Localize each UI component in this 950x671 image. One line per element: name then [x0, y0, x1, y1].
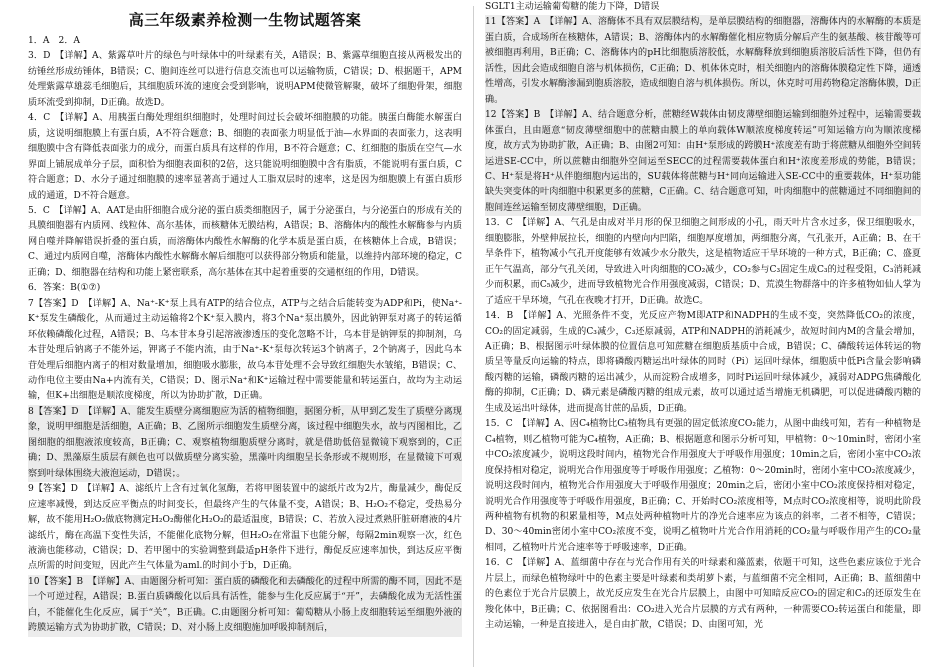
answer-paragraph: 3．D 【详解】A、紫露草叶片的绿色与叶绿体中的叶绿素有关，A错误；B、紫露草细胞直接从两极发出的纺锤丝形成纺锤体，B错误；C、胞间连丝可以进行信息交流也可以运输物质，C错误；D、根据题干，APM处理紫露草雄蕊毛细胞后，其细胞质环流的速度会受到影响，说明APM使微管解聚，破坏了细胞骨架，细胞质环流受到抑制，D正确。故选D。 — [28, 51, 462, 108]
answer-paragraph: 6．答案：B(①⑦) — [28, 283, 101, 294]
answer-paragraph: 7【答案】D 【详解】A、Na⁺-K⁺泵上具有ATP的结合位点，ATP与之结合后能转变为ADP和Pi，使Na⁺-K⁺泵发生磷酸化，从而通过主动运输将2个K⁺泵入膜内，将3个Na⁺泵出膜外，因此钠钾泵对离子的转运循环依赖磷酸化过程，A错误；B、乌本苷本身引起溶液渗透压的变化忽略不计，乌本苷是钠钾泵的抑制剂，乌本苷处理后钠离子不能外运，钾离子不能内流，由于Na⁺-K⁺泵每次转运3个钠离子，2个钠离子，因此乌本苷处理后细胞内离子的相对数量增加，细胞吸水膨胀，故乌本苷处理不会导致红细胞失水皱缩，B错误；C、动作电位主要由Na+内流有关，C错误；D、图示Na⁺和K⁺运输过程中需要能量和转运蛋白，故均为主动运输，但K+出细胞是顺浓度梯度，所以为协助扩散，D正确。 — [28, 298, 462, 402]
answer-paragraph: 16．C 【详解】A、蓝细菌中存在与光合作用有关的叶绿素和藻蓝素，依题干可知，这些色素应该位于光合片层上，而绿色植物绿叶中的色素主要是叶绿素和类胡萝卜素，与蓝细菌不完全相同，A正确；B、蓝细菌中的色素位于光合片层膜上，故光反应发生在光合片层膜上，由图中可知暗反应CO₂的固定和C₃的还原发生在羧化体中，B正确；C、依据图看出：CO₂进入光合片层膜的方式有两种，一种需要CO₂转运蛋白和能量，即主动运输，一种是直接进入，是自由扩散，C错误；D、由图可知，光 — [485, 558, 921, 631]
page-title: 高三年级素养检测一生物试题答案 — [128, 11, 362, 29]
answer-paragraph: 9【答案】D 【详解】A、滤纸片上含有过氧化氢酶，若将甲图装置中的滤纸片改为2片，酶量减少，酶促反应速率减慢，到达反应平衡点的时间变长，但最终产生的气体量不变，A错误；B、H₂O₂不稳定，受热易分解，故不能用H₂O₂做底物测定H₂O₂酶催化H₂O₂的最适温度，B错误；C、若放入浸过煮熟肝脏研磨液的4片滤纸片，酶在高温下变性失活，不能催化底物分解，但H₂O₂在常温下也能分解，每隔2min观察一次，红色液滴也能移动，C错误；D、若甲图中的实验调整到最适pH条件下进行，酶促反应速率加快，到达反应平衡点所需的时间变短，因此产生气体量为aml.的时间小于b，D正确。 — [28, 484, 462, 572]
answer-paragraph: 14．B 【详解】A、光照条件不变，光反应产物M即ATP和NADPH的生成不变，突然降低CO₂的浓度，CO₂的固定减弱，生成的C₃减少，C₃还原减弱，ATP和NADPH的消耗减少，故短时间内M的含量会增加，A正确；B、根据图示叶绿体膜的位置信息可知蔗糖在细胞质基质中合成，B错误；C、磷酸转运体转运的物质呈等量反向运输的特点，即将磷酸丙糖运出叶绿体的同时（Pi）运回叶绿体，细胞质中低Pi含量会影响磷酸丙糖的运输，磷酸丙糖的运出减少，从而淀粉合成增多，同时Pi运回叶绿体减少，减弱对ADPG焦磷酸化酶的抑制，C正确；D、磷元素是磷酸丙糖的组成元素，故可以通过适当增施无机磷肥，可以促进磷酸丙糖的生成及运出叶绿体，进而提高甘蔗的品质，D正确。 — [485, 311, 921, 414]
answer-paragraph: 13．C 【详解】A、气孔是由成对半月形的保卫细胞之间形成的小孔，雨天叶片含水过多，保卫细胞吸水，细胞膨胀，外壁伸展拉长，细胞的内壁向内凹陷，细胞厚度增加，两细胞分离，气孔张开，A正确；B、在干旱条件下，植物减小气孔开度能够有效减少水分散失，这是植物适应干旱环境的一种方式，B正确；C、盛夏正午气温高，部分气孔关闭，导致进入叶肉细胞的CO₂减少，CO₂参与C₃固定生成C₃的过程受阻，C₃消耗减少而积累，而C₅减少，进而导致植物光合作用强度减弱，C错误；D、荒漠生物群落中的许多植物如仙人掌为了适应干旱环境，气孔在夜晚才打开，D正确。故选C。 — [485, 218, 921, 306]
answer-paragraph: 11【答案】A 【详解】A、溶酶体不具有双层膜结构，是单层膜结构的细胞器，溶酶体内的水解酶的本质是蛋白质，合成场所在核糖体，A错误；B、溶酶体内的水解酶催化相应物质分解后产生的氨基酸、核苷酸等可被细胞再利用，B正确；C、溶酶体内的pH比细胞质溶胶低，水解酶释放到细胞质溶胶后活性下降，但仍有活性，因此会造成细胞自溶与机体损伤，C正确；D、机体休克时，相关细胞内的溶酶体膜稳定性下降，通透性增高，引发水解酶渗漏到胞质溶胶，造成细胞自溶与机体损伤。所以，休克时可用药物稳定溶酶体膜，D正确。 — [485, 15, 921, 108]
answer-paragraph: 10【答案】B 【详解】A、由题图分析可知：蛋白质的磷酸化和去磷酸化的过程中所需的酶不同，因此不是一个可逆过程，A错误；B.蛋白质磷酸化以后具有活性，能参与生化反应属于“开”，去磷酸化成为无活性蛋白，不能催化生化反应，属于“关”，B正确。C.由题图分析可知：葡萄糖从小肠上皮细胞转运至细胞外液的跨膜运输方式为协助扩散，C错误；D、对小肠上皮细胞施加呼吸抑制剂后， — [28, 575, 462, 637]
right-column — [485, 0, 921, 671]
answer-paragraph: SGLT1主动运输葡萄糖的能力下降，D错误 — [485, 2, 660, 12]
left-column — [28, 0, 462, 671]
answer-paragraph: 1．A 2．A — [28, 36, 80, 46]
answer-paragraph: 15．C 【详解】A、因C₄植物比C₃植物具有更强的固定低浓度CO₂能力，从图中曲线可知，若有一种植物是C₄植物，则乙植物可能为C₄植物，A正确；B、根据题意和图示分析可知，甲植物：0～10min时，密闭小室中CO₂浓度减少，说明这段时间内，植物光合作用强度大于呼吸作用强度；10min之后，密闭小室中CO₂浓度保持相对稳定，说明光合作用强度等于呼吸作用强度；乙植物：0～20min时，密闭小室中CO₂浓度减少，说明这段时间内，植物光合作用强度大于呼吸作用强度；20min之后，密闭小室中CO₂浓度保持相对稳定，说明光合作用强度等于呼吸作用强度，B正确；C、开始时CO₂浓度相等，M点时CO₂浓度相等，说明此阶段两种植物有机物的积累量相等，M点处两种植物叶片的净光合速率应为该点的斜率，二者不相等，C错误；D、30～40min密闭小室中CO₂浓度不变，说明乙植物叶片光合作用消耗的CO₂量与呼吸作用产生的CO₂量相同，乙植物叶片光合速率等于呼吸速率，D正确。 — [485, 419, 921, 553]
answer-paragraph: 12【答案】B 【详解】A、结合题意分析，蔗糖经W载体由韧皮薄壁细胞运输到细胞外过程中，运输需要载体蛋白，且由题意“韧皮薄壁细胞中的蔗糖由膜上的单向载体W顺浓度梯度转运”可知运输方向为顺浓度梯度，故方式为协助扩散，A正确；B、由图2可知：由H⁺泵形成的跨膜H⁺浓度差有助于将蔗糖从细胞外空间转运进SE-CC中，所以蔗糖由细胞外空间运至SECC的过程需要载体蛋白和H⁺浓度差形成的势能，B错误；C、H⁺泵是将H⁺从伴胞细胞内运出的，SU载体将蔗糖与H⁺同向运输进入SE-CC中的重要载体，H⁺泵功能缺失突变体的叶肉细胞中积累更多的蔗糖，C正确。C、结合题意可知，叶肉细胞中的蔗糖通过不同细胞间的胞间连丝运输至韧皮薄壁细胞，D正确。 — [485, 108, 921, 216]
answer-paragraph: 5．C 【详解】A、AAT是由肝细胞合成分泌的蛋白质类细胞因子，属于分泌蛋白，与分泌蛋白的形成有关的具膜细胞器有内质网、线粒体、高尔基体，而核糖体无膜结构，A错误；B、溶酶体内的酸性水解酶参与内质网自噬并降解错误折叠的蛋白质，而溶酶体内酸性水解酶的化学本质是蛋白质，在核糖体上合成，B错误；C、通过内质网自噬，溶酶体内酸性水解酶水解后细胞可以获得部分物质和能量，以维持内部环境的稳定，C正确；D、细胞器在结构和功能上紧密联系，高尔基体在其中起着重要的交通枢纽的作用，D错误。 — [28, 205, 462, 278]
answer-paragraph: 8【答案】D 【详解】A、能发生质壁分离细胞应为活的植物细胞，据图分析，从甲到乙发生了质壁分离现象，说明甲细胞是活细胞，A正确；B、乙图所示细胞发生质壁分离，该过程中细胞失水，故与丙图相比，乙图细胞的细胞液浓度较高，B正确；C、观察植物细胞质壁分离时，就是借助低倍显微镜下观察到的，C正确；D、黑藻原生质层有颜色也可以做质壁分离实验，黑藻叶肉细胞呈长条形或不规则形，在显微镜下可观察到叶绿体围绕大液泡运动，D错误；。 — [28, 405, 462, 482]
answer-paragraph: 4．C 【详解】A、用胰蛋白酶处理组织细胞时，处理时间过长会破坏细胞膜的功能。胰蛋白酶能水解蛋白质，这说明细胞膜上有蛋白质，A不符合题意；B、细胞的表面张力明显低于油—水界面的表面张力，这表明细胞膜中含有降低表面张力的成分，而蛋白质具有这样的作用，B不符合题意；C、红细胞的脂质在空气—水界面上铺展成单分子层，面积恰为细胞表面积的2倍，这只能说明细胞膜中含有脂质，不能说明有蛋白质，C符合题意；D、水分子通过细胞膜的速率显著高于通过人工脂双层时的速率，这是因为细胞膜上有蛋白质形成的通道，D不符合题意。 — [28, 113, 462, 201]
column-divider — [473, 6, 474, 667]
